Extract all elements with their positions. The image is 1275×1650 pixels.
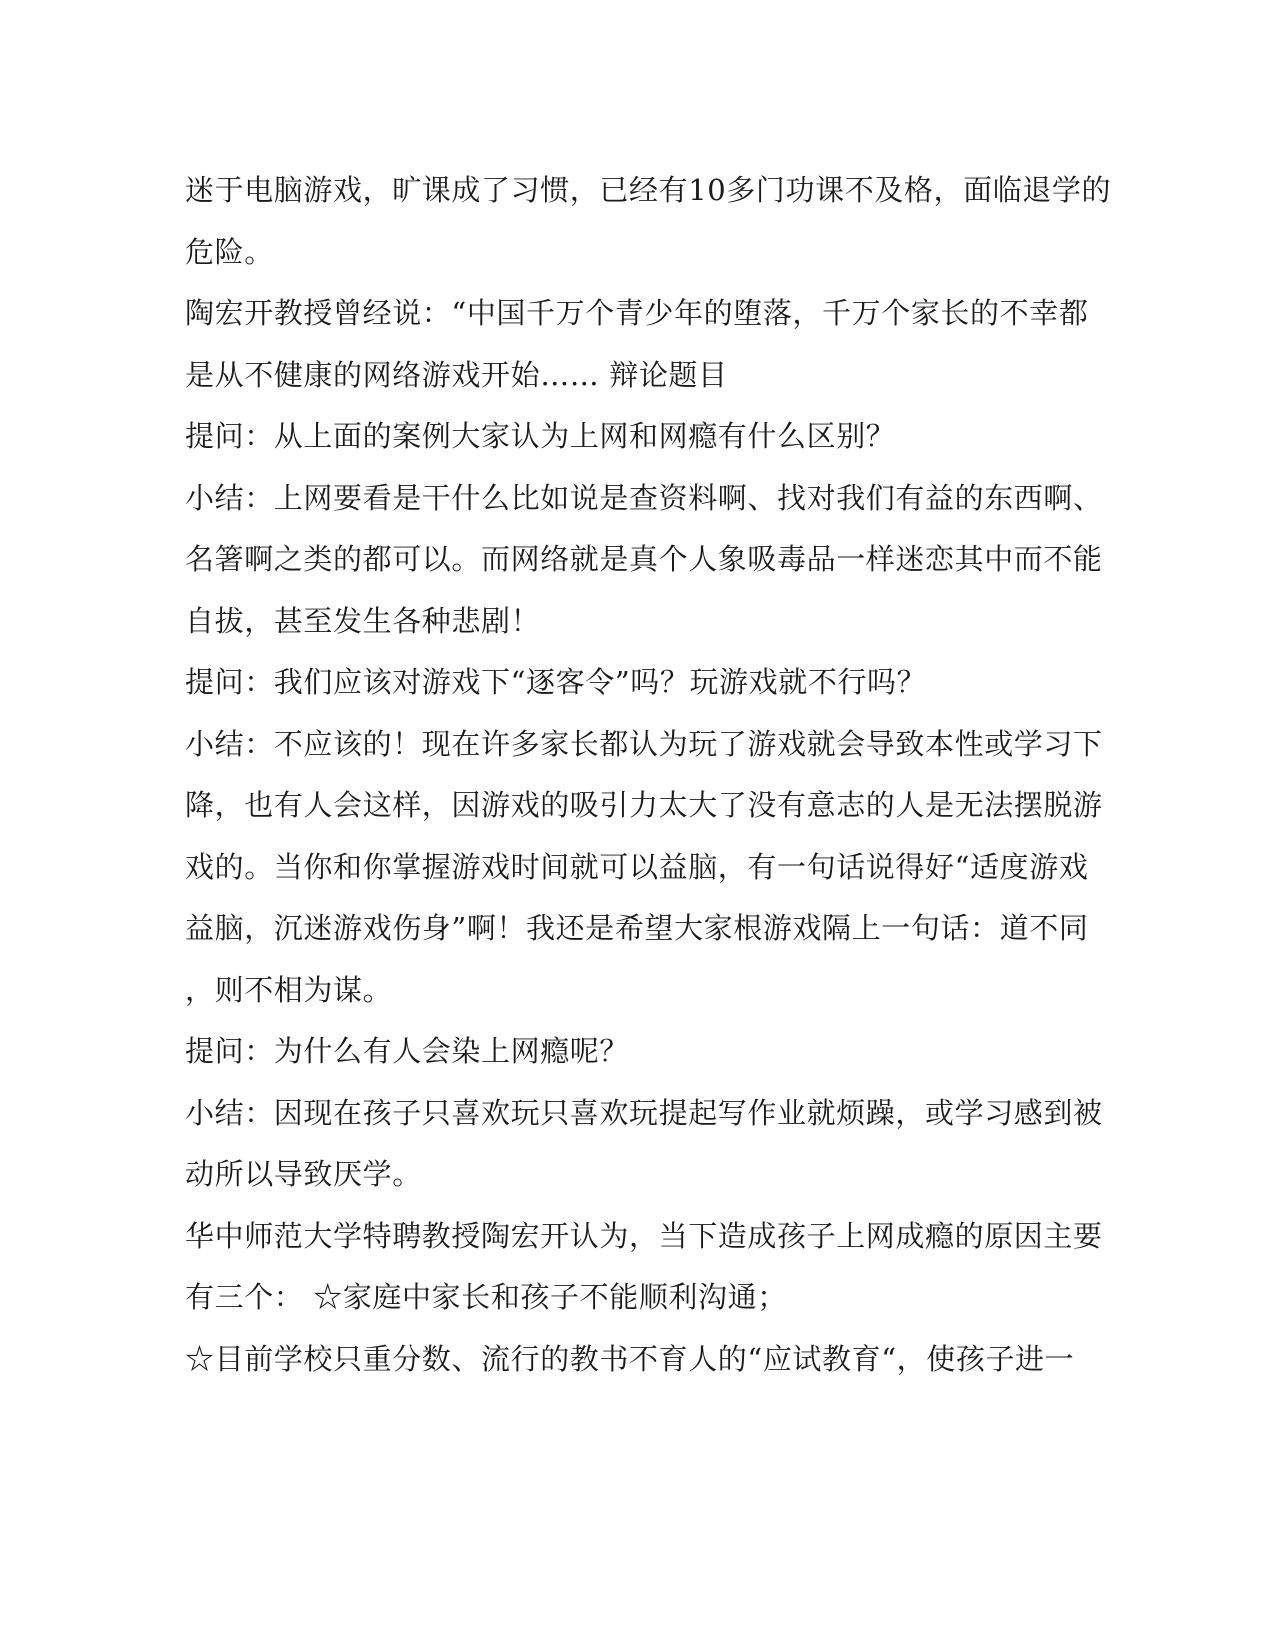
text-line: 提问：我们应该对游戏下“逐客令”吗？玩游戏就不行吗？ xyxy=(185,665,927,699)
text-line: 有三个： ☆家庭中家长和孩子不能顺利沟通； xyxy=(185,1280,787,1314)
text-line: 提问：为什么有人会染上网瘾呢？ xyxy=(185,1034,630,1068)
document-body xyxy=(185,160,1112,1390)
text-line: 华中师范大学特聘教授陶宏开认为，当下造成孩子上网成瘾的原因主要 xyxy=(185,1218,1103,1253)
text-line: 是从不健康的网络游戏开始…… 辩论题目 xyxy=(185,357,728,392)
text-line: 小结：因现在孩子只喜欢玩只喜欢玩提起写作业就烦躁，或学习感到被 xyxy=(185,1095,1103,1130)
text-line: 小结：上网要看是干什么比如说是查资料啊、找对我们有益的东西啊、 xyxy=(185,480,1103,515)
text-line: 戏的。当你和你掌握游戏时间就可以益脑，有一句话说得好“适度游戏 xyxy=(185,849,1089,884)
text-line: ☆目前学校只重分数、流行的教书不育人的“应试教育“，使孩子进一 xyxy=(185,1341,1075,1376)
text-line: 危险。 xyxy=(185,234,274,269)
text-line: 自拔，甚至发生各种悲剧！ xyxy=(185,603,541,638)
text-line: 益脑，沉迷游戏伤身”啊！我还是希望大家根游戏隔上一句话：道不同 xyxy=(185,911,1089,945)
text-line: 动所以导致厌学。 xyxy=(185,1157,422,1191)
text-line: 提问：从上面的案例大家认为上网和网瘾有什么区别？ xyxy=(185,419,896,453)
text-line: 降，也有人会这样，因游戏的吸引力太大了没有意志的人是无法摆脱游 xyxy=(185,788,1103,822)
text-line: 迷于电脑游戏，旷课成了习惯，已经有10多门功课不及格，面临退学的 xyxy=(185,173,1112,207)
text-line: 陶宏开教授曾经说：“中国千万个青少年的堕落，千万个家长的不幸都 xyxy=(185,296,1089,330)
text-line: 小结：不应该的！现在许多家长都认为玩了游戏就会导致本性或学习下 xyxy=(185,726,1103,761)
text-line: 名箸啊之类的都可以。而网络就是真个人象吸毒品一样迷恋其中而不能 xyxy=(185,542,1103,576)
text-line: ，则不相为谋。 xyxy=(185,972,393,1007)
